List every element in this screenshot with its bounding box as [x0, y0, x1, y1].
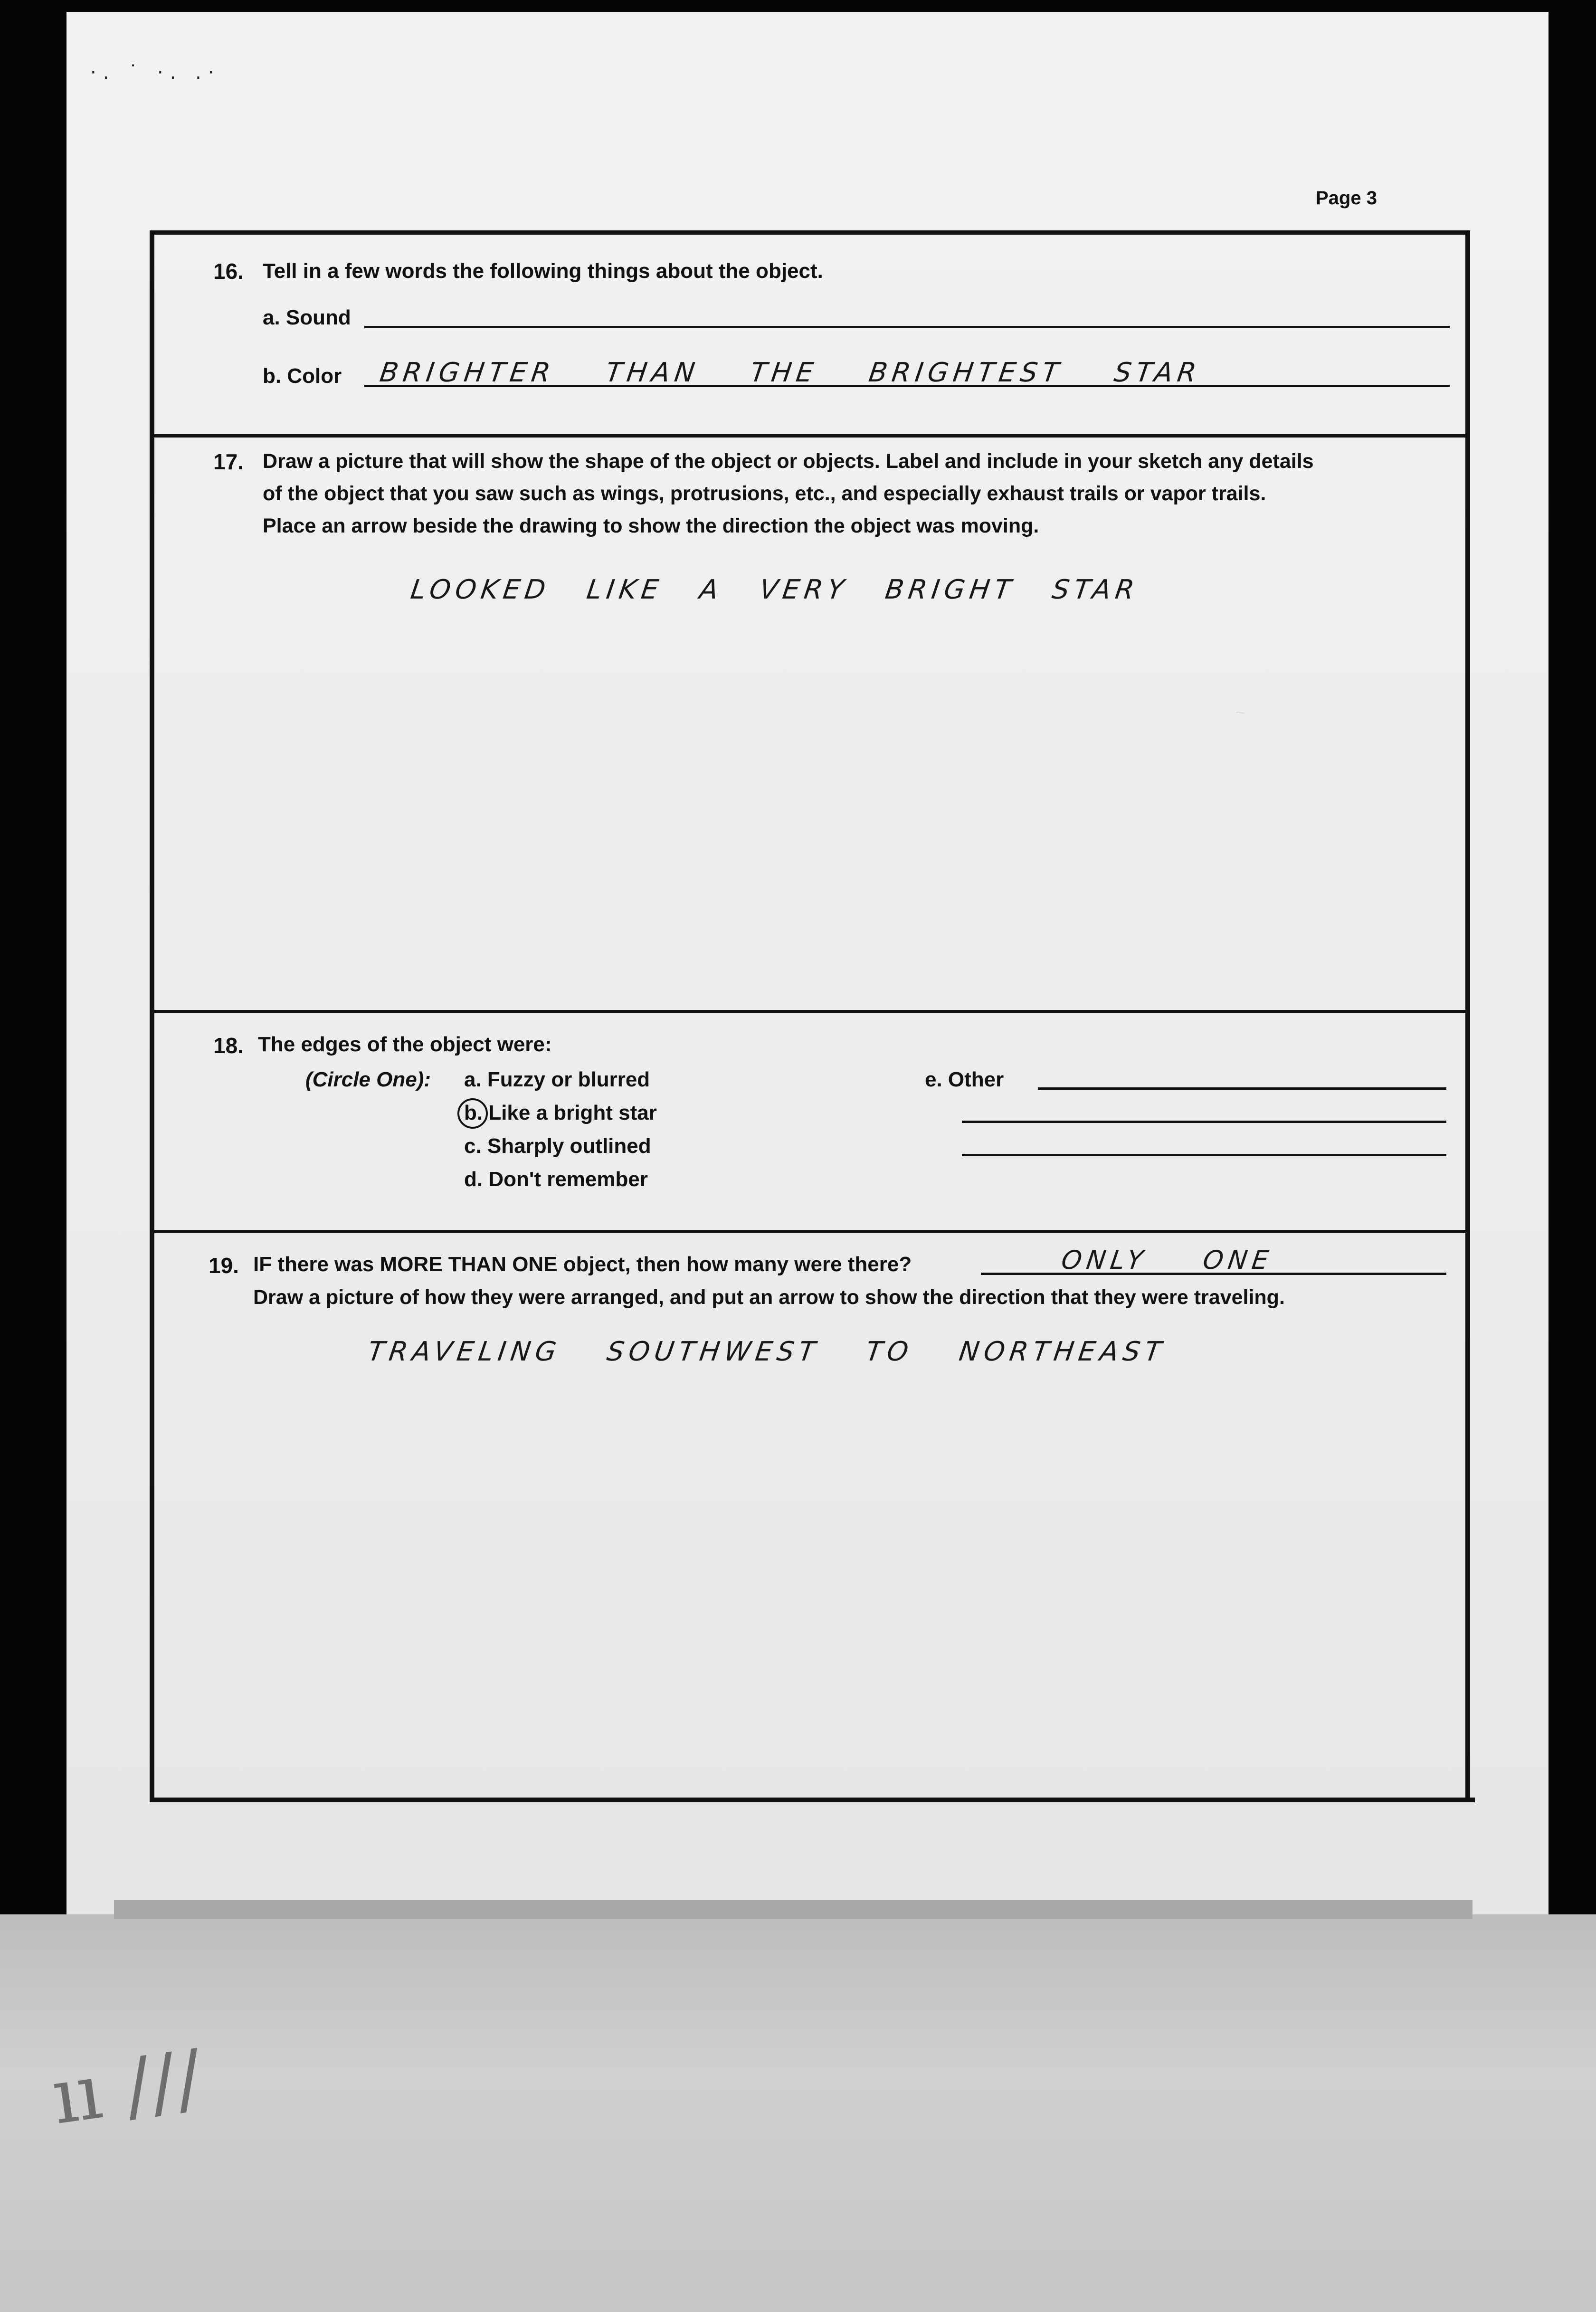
question-number: 16.	[213, 259, 244, 284]
other-answer-line-1[interactable]	[1038, 1087, 1446, 1090]
other-answer-line-3[interactable]	[962, 1154, 1446, 1156]
question-text-line-2: of the object that you saw such as wings, protrusions, etc., and especially exhaust trails or vapor trails.	[263, 482, 1266, 505]
question-text-line-2: Draw a picture of how they were arranged, and put an arrow to show the direction that they were traveling.	[253, 1286, 1285, 1309]
question-19-section	[154, 1233, 1465, 1802]
question-number: 19.	[209, 1253, 239, 1278]
selected-circle-mark	[457, 1098, 488, 1129]
page-shadow	[114, 1900, 1472, 1919]
option-d[interactable]: d. Don't remember	[464, 1168, 648, 1191]
circle-one-instruction: (Circle One):	[305, 1068, 431, 1091]
sound-label: a. Sound	[263, 306, 351, 329]
color-answer: BRIGHTER THAN THE BRIGHTEST STAR	[378, 357, 1203, 388]
question-number: 17.	[213, 449, 244, 474]
other-answer-line-2[interactable]	[962, 1121, 1446, 1123]
questionnaire-form	[150, 230, 1470, 1798]
option-e-other-label: e. Other	[925, 1068, 1004, 1091]
question-number: 18.	[213, 1033, 244, 1058]
color-label: b. Color	[263, 364, 342, 388]
question-16-section	[154, 235, 1465, 439]
question-text: The edges of the object were:	[258, 1033, 552, 1056]
question-text: IF there was MORE THAN ONE object, then how many were there?	[253, 1253, 912, 1276]
question-17-section	[154, 438, 1465, 1012]
sound-answer-line[interactable]	[364, 326, 1450, 328]
bleed-through: ~	[1235, 703, 1246, 723]
question-18-section	[154, 1013, 1465, 1231]
background-band	[0, 1914, 1596, 2312]
option-b[interactable]: b. Like a bright star	[464, 1101, 657, 1124]
question-text: Tell in a few words the following things about the object.	[263, 259, 823, 283]
section-divider	[154, 434, 1465, 438]
form-bottom-border	[150, 1798, 1475, 1802]
question-text-line-3: Place an arrow beside the drawing to show the direction the object was moving.	[263, 514, 1039, 537]
count-answer: ONLY ONE	[1059, 1245, 1275, 1275]
question-text-line-1: Draw a picture that will show the shape of the object or objects. Label and include in your sketch any details	[263, 450, 1314, 473]
sketch-answer: LOOKED LIKE A VERY BRIGHT STAR	[408, 574, 1141, 605]
arrangement-answer: TRAVELING SOUTHWEST TO NORTHEAST	[366, 1336, 1168, 1367]
dust-specks: ·. ˙ ·. .·	[90, 62, 221, 84]
page-number: Page 3	[1316, 188, 1377, 209]
margin-scrawl: ıı ///	[47, 2032, 208, 2142]
option-c[interactable]: c. Sharply outlined	[464, 1134, 651, 1158]
option-a[interactable]: a. Fuzzy or blurred	[464, 1068, 650, 1091]
